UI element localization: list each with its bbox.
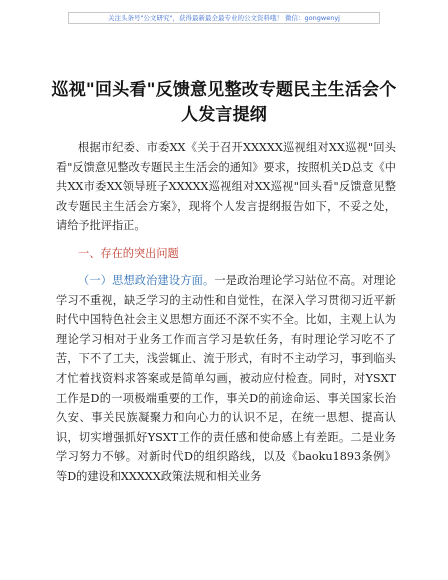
section-heading: 一、存在的突出问题 — [78, 247, 179, 260]
document-title: 巡视"回头看"反馈意见整改专题民主生活会个人发言提纲 — [51, 80, 397, 125]
intro-paragraph: 根据市纪委、市委XX《关于召开XXXXX巡视组对XX巡视"回头看"反馈意见整改专题民主生活会的通知》要求，按照机关D总支《中共XX市委XX领导班子XXXXX巡视组对XX巡视"回头看"反馈意见整改专题民主生活会方案》，现将个人发言提纲报告如下，不妥之处，请给予批评指正。 — [56, 141, 396, 233]
body-paragraph — [56, 271, 396, 487]
promo-banner[interactable]: 关注头条号"公文研究"，获得最新最全最专业的公文资料哦！ 微信：gongwenyj — [68, 12, 380, 24]
paragraph-text: 一是政治理论学习站位不高。对理论学习不重视，缺乏学习的主动性和自觉性，在深入学习贯彻习近平新时代中国特色社会主义思想方面还不深不实不全。比如，主观上认为理论学习相对于业务工作而言学习是软任务，有时理论学习吃不了苦，下不了工夫，浅尝辄止、流于形式，有时不主动学习，事到临头才忙着找资料求答案或是简单勾画，被动应付检查。同时，对YSXT工作是D的一项极端重要的工作，事关D的前途命运、事关国家长治久安、事关民族凝聚力和向心力的认识不足，在统一思想、提高认识，切实增强抓好YSXT工作的责任感和使命感上有差距。二是业务学习努力不够。对新时代D的组织路线，以及《baoku1893条例》等D的建设和XXXXX政策法规和相关业务 — [56, 274, 396, 483]
subheading: （一）思想政治建设方面。 — [78, 274, 215, 287]
